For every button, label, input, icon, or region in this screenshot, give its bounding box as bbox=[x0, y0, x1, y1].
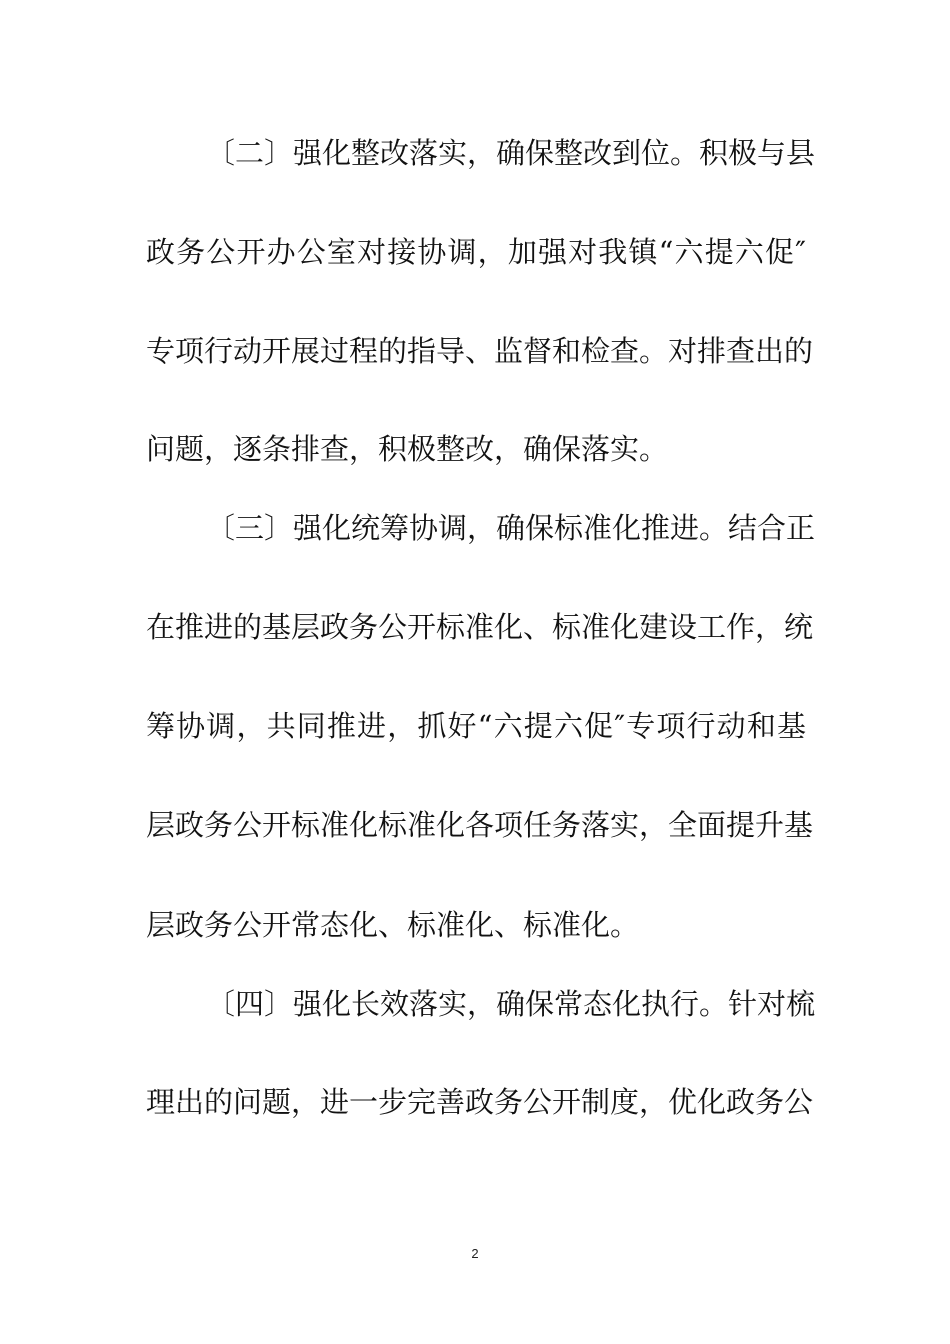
paragraph-3-line-1: 〔三〕强化统筹协调，确保标准化推进。结合正 bbox=[206, 511, 816, 545]
paragraph-4-line-1: 〔四〕强化长效落实，确保常态化执行。针对梳 bbox=[206, 987, 816, 1021]
paragraph-4-line-2: 理出的问题，进一步完善政务公开制度，优化政务公 bbox=[146, 1085, 814, 1119]
paragraph-2-line-1: 〔二〕强化整改落实，确保整改到位。积极与县 bbox=[206, 136, 816, 170]
paragraph-2-line-4: 问题，逐条排查，积极整改，确保落实。 bbox=[146, 432, 669, 466]
paragraph-3-line-2: 在推进的基层政务公开标准化、标准化建设工作，统 bbox=[146, 610, 814, 644]
paragraph-3-line-4: 层政务公开标准化标准化各项任务落实，全面提升基 bbox=[146, 808, 814, 842]
paragraph-3-line-5: 层政务公开常态化、标准化、标准化。 bbox=[146, 908, 640, 942]
page-number: 2 bbox=[471, 1246, 479, 1261]
paragraph-3-line-3: 筹协调，共同推进，抓好“六提六促″专项行动和基 bbox=[146, 709, 806, 743]
paragraph-2-line-2: 政务公开办公室对接协调，加强对我镇“六提六促″ bbox=[146, 235, 806, 269]
paragraph-2-line-3: 专项行动开展过程的指导、监督和检查。对排查出的 bbox=[146, 334, 814, 368]
